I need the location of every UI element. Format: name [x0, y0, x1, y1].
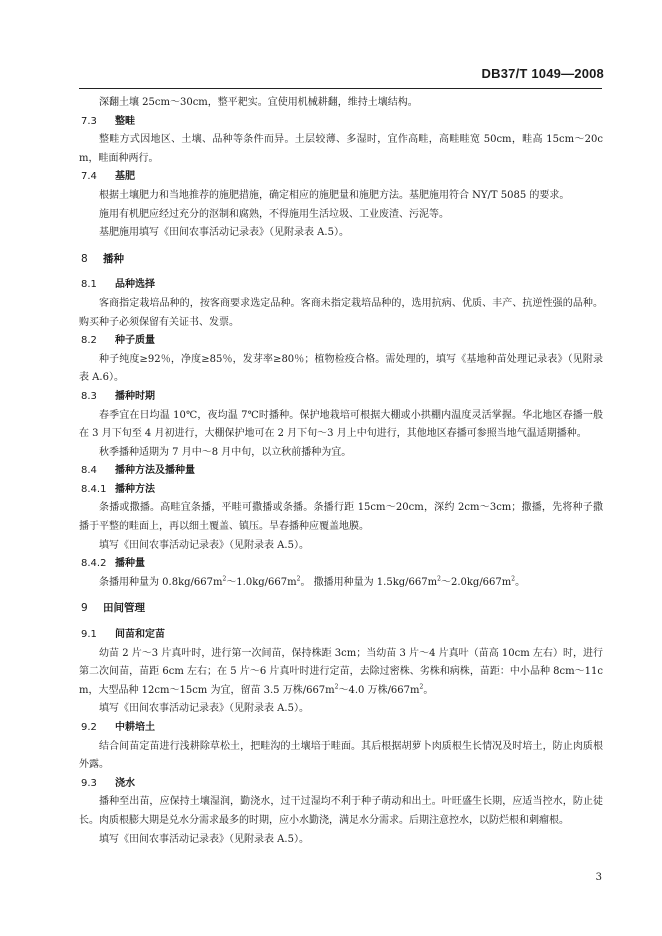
text-run: 幼苗 2 片～3 片真叶时，进行第一次间苗，保持株距 3cm；当幼苗 3 片～4 片真叶（苗高 10cm 左右）时，进行第二次间苗，苗距 6cm 左右；在 5 片～6 片真叶时进行定苗，去除过密株、劣株和病株，苗距：中小品种 8cm～11cm，大型品种 12cm～15cm 为宜，留苗 3.5 万株/667m [79, 647, 603, 696]
header-rule [79, 88, 602, 89]
standard-code: DB37/T 1049—2008 [481, 66, 604, 81]
heading-8-4-1 [79, 481, 603, 500]
paragraph-9-1-1 [79, 645, 603, 701]
heading-8-1 [79, 276, 603, 295]
section-7-2-continuation: 深翻土壤 25cm～30cm，整平耙实。宜使用机械耕翻，维持土壤结构。 [99, 97, 418, 108]
paragraph-8-3-1: 春季宜在日均温 10℃，夜均温 7℃时播种。保护地栽培可根据大棚或小拱棚内温度灵活掌握。华北地区春播一般在 3 月下旬至 4 月初进行，大棚保护地可在 2 月下旬～3 月上中旬进行，其他地区春播可参照当地气温适期播种。 [79, 409, 603, 440]
paragraph-7-4-2: 施用有机肥应经过充分的沤制和腐熟，不得施用生活垃圾、工业废渣、污泥等。 [99, 208, 449, 220]
heading-number: 8.1 [81, 279, 97, 291]
heading-title: 播种时期 [115, 390, 155, 402]
heading-number: 8.3 [81, 390, 97, 402]
paragraph-7-4-1: 根据土壤肥力和当地推荐的施肥措施，确定相应的施肥量和施肥方法。基肥施用符合 NY/T 5085 的要求。 [99, 189, 570, 201]
text-run: 。 撒播用种量为 1.5kg/667m [300, 576, 438, 588]
paragraph-9-2-1: 结合间苗定苗进行浅耕除草松土，把畦沟的土壤培于畦面。其后根据胡萝卜肉质根生长情况及时培土，防止肉质根外露。 [79, 740, 603, 771]
paragraph-8-2-1: 种子纯度≥92％，净度≥85％，发芽率≥80％；植物检疫合格。需处理的，填写《基地种苗处理记录表》（见附录表 A.6）。 [79, 353, 603, 384]
text-run: 。 [423, 684, 434, 696]
heading-title: 播种 [103, 252, 124, 265]
heading-7-4 [79, 168, 603, 187]
paragraph-8-1-1: 客商指定栽培品种的，按客商要求选定品种。客商未指定栽培品种的，选用抗病、优质、丰产、抗逆性强的品种。购买种子必须保留有关证书、发票。 [79, 297, 603, 328]
heading-number: 8.4 [81, 465, 97, 477]
text-run: ～4.0 万株/667m [338, 684, 420, 696]
heading-number: 9.1 [81, 629, 97, 641]
heading-9-2 [79, 719, 603, 738]
document-body [79, 94, 603, 849]
heading-7-3 [79, 113, 603, 132]
heading-title: 浇水 [115, 777, 135, 789]
text-run: ～2.0kg/667m [440, 576, 512, 588]
heading-number: 7.3 [81, 115, 97, 127]
heading-number: 7.4 [81, 171, 97, 183]
heading-title: 中耕培土 [115, 722, 155, 733]
heading-number: 8 [81, 252, 88, 265]
heading-title: 整畦 [115, 115, 135, 127]
paragraph-7-4-3: 基肥施用填写《田间农事活动记录表》（见附录表 A.5）。 [99, 227, 349, 239]
heading-number: 8.4.2 [81, 558, 107, 570]
text-run: ～1.0kg/667m [226, 576, 297, 588]
heading-title: 种子质量 [115, 335, 155, 347]
paragraph-8-4-2-1 [79, 574, 603, 593]
paragraph-9-3-1: 播种至出苗，应保持土壤湿润，勤浇水，过干过湿均不利于种子萌动和出土。叶旺盛生长期，应适当控水，防止徒长。肉质根膨大期是兑水分需求最多的时期，应小水勤浇，满足水分需求。后期注意控水，以防烂根和刺瘤根。 [79, 796, 603, 826]
text-run: 条播用种量为 0.8kg/667m [99, 576, 223, 588]
heading-title: 播种量 [115, 558, 145, 570]
superscript: 2 [437, 575, 441, 583]
heading-9 [79, 599, 603, 618]
paragraph-7-3-1: 整畦方式因地区、土壤、品种等条件而异。土层较薄、多湿时，宜作高畦，高畦畦宽 50cm，畦高 15cm～20cm，畦面种两行。 [79, 134, 603, 164]
heading-title: 播种方法 [115, 483, 155, 495]
heading-8-2 [79, 332, 603, 351]
superscript: 2 [511, 575, 516, 583]
heading-number: 8.4.1 [81, 483, 107, 495]
heading-8-4-2 [79, 555, 603, 574]
heading-8-3 [79, 388, 603, 407]
heading-title: 播种方法及播种量 [115, 465, 195, 477]
heading-8-4 [79, 462, 603, 481]
paragraph-8-4-1-2: 填写《田间农事活动记录表》（见附录表 A.5）。 [99, 539, 309, 551]
page-number: 3 [595, 872, 602, 883]
superscript: 2 [296, 575, 301, 583]
paragraph-9-1-2: 填写《田间农事活动记录表》（见附录表 A.5）。 [99, 703, 309, 715]
heading-number: 9.3 [81, 777, 97, 789]
text-run: 。 [515, 576, 526, 588]
superscript: 2 [334, 683, 339, 691]
heading-9-3 [79, 775, 603, 794]
heading-8 [79, 250, 603, 269]
superscript: 2 [222, 575, 227, 583]
heading-number: 9 [81, 602, 88, 615]
paragraph-8-3-2: 秋季播种适期为 7 月中～8 月中旬，以立秋前播种为宜。 [99, 446, 352, 458]
superscript: 2 [419, 683, 424, 691]
heading-number: 8.2 [81, 335, 97, 347]
heading-9-1 [79, 626, 603, 645]
heading-title: 品种选择 [115, 279, 155, 291]
heading-title: 间苗和定苗 [115, 629, 165, 641]
heading-number: 9.2 [81, 722, 97, 733]
heading-title: 基肥 [115, 171, 135, 183]
paragraph-8-4-1-1: 条播或撒播。高畦宜条播，平畦可撒播或条播。条播行距 15cm～20cm，深约 2cm～3cm；撒播，先将种子撒播于平整的畦面上，再以细土覆盖、镇压。旱春播种应覆盖地膜。 [79, 502, 603, 533]
paragraph-9-3-2: 填写《田间农事活动记录表》（见附录表 A.5）。 [99, 833, 309, 845]
heading-title: 田间管理 [103, 602, 145, 615]
